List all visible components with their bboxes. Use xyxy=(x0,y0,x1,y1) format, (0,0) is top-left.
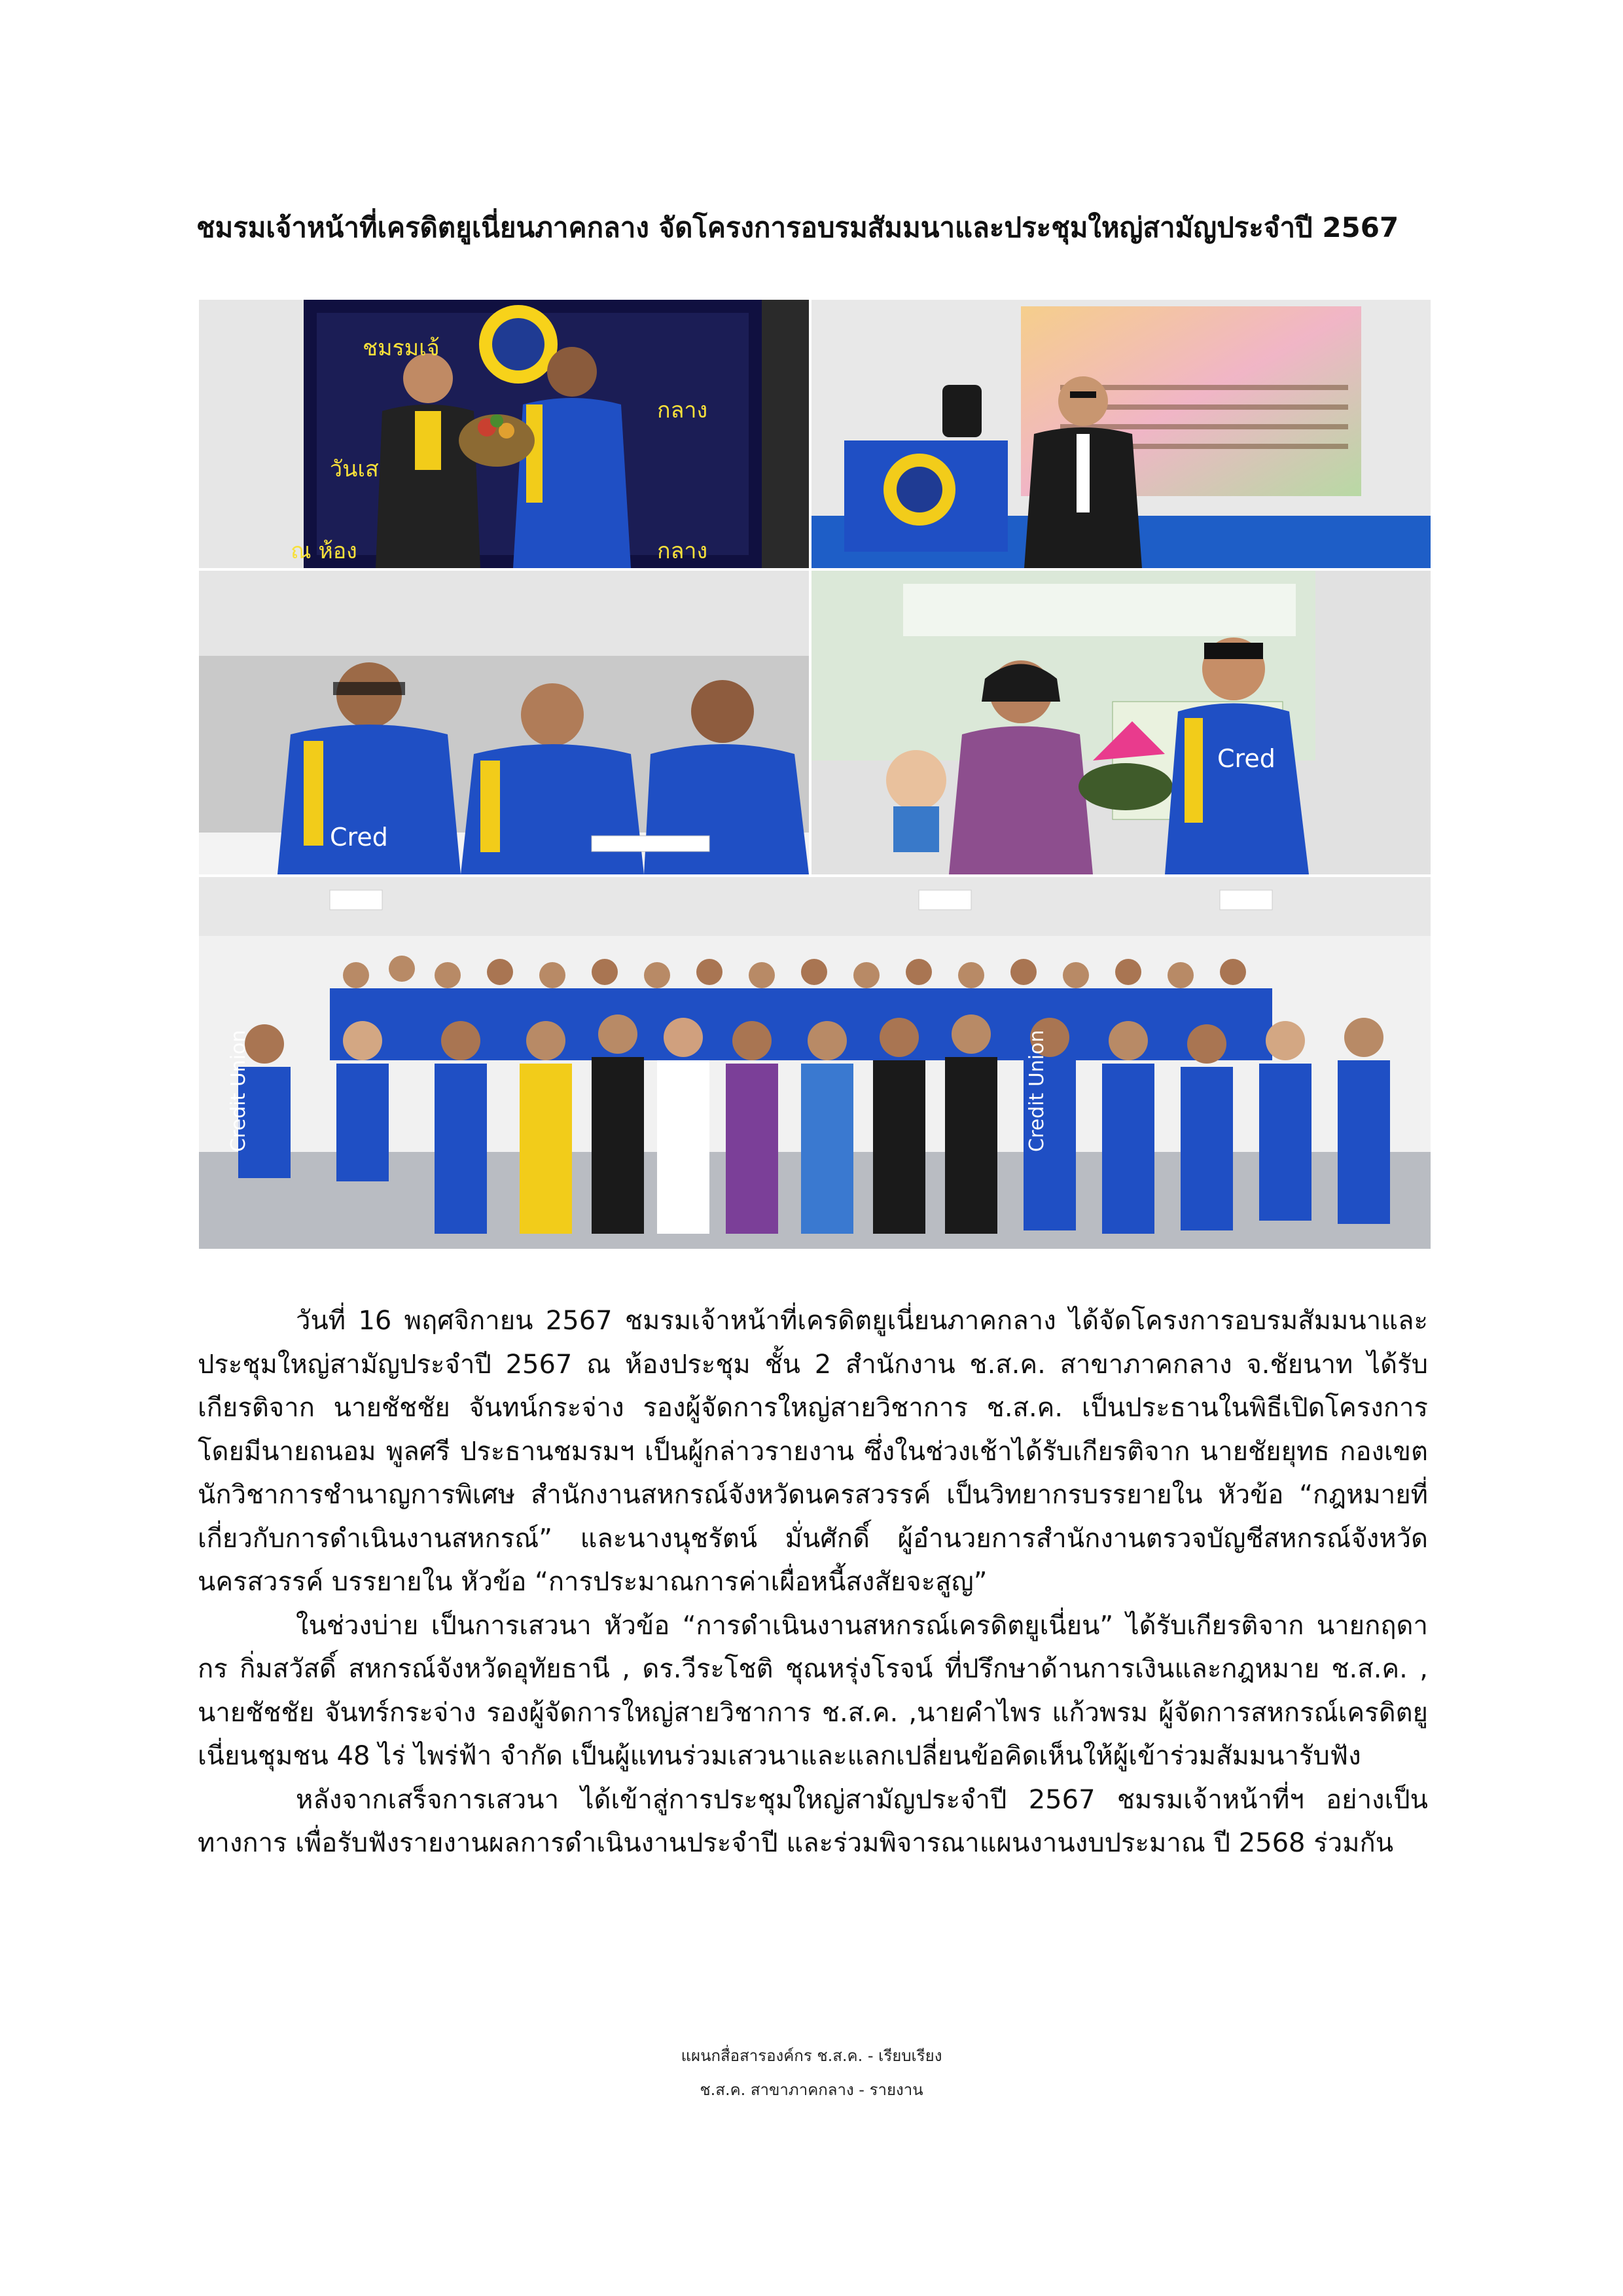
paragraph-2: ในช่วงบ่าย เป็นการเสวนา หัวข้อ “การดำเนินงานสหกรณ์เครดิตยูเนี่ยน” ได้รับเกียรติจาก นายกฤดากร กิ่มสวัสดิ์ สหกรณ์จังหวัดอุทัยธานี , ดร.วีระโชติ ชุณหรุ่งโรจน์ ที่ปรึกษาด้านการเงินและกฎหมาย ช.ส.ค. , นายชัชชัย จันทร์กระจ่าง รองผู้จัดการใหญ่สายวิชาการ ช.ส.ค. ,นายคำไพร แก้วพรม ผู้จัดการสหกรณ์เครดิตยูเนี่ยนชุมชน 48 ไร่ ไพร่ฟ้า จำกัด เป็นผู้แทนร่วมเสวนาและแลกเปลี่ยนข้อคิดเห็นให้ผู้เข้าร่วมสัมมนารับฟัง xyxy=(198,1610,1428,1771)
photo-group xyxy=(199,877,1431,1249)
page-title: ชมรมเจ้าหน้าที่เครดิตยูเนี่ยนภาคกลาง จัดโครงการอบรมสัมมนาและประชุมใหญ่สามัญประจำปี 2567 xyxy=(196,211,1399,243)
photo-shirt-text-3: Credit Union xyxy=(227,1030,250,1152)
photo-gift-presentation xyxy=(199,300,809,568)
paragraph-1: วันที่ 16 พฤศจิกายน 2567 ชมรมเจ้าหน้าที่เครดิตยูเนี่ยนภาคกลาง ได้จัดโครงการอบรมสัมมนาและประชุมใหญ่สามัญประจำปี 2567 ณ ห้องประชุม ชั้น 2 สำนักงาน ช.ส.ค. สาขาภาคกลาง จ.ชัยนาท ได้รับเกียรติจาก นายชัชชัย จันทน์กระจ่าง รองผู้จัดการใหญ่สายวิชาการ ช.ส.ค. เป็นประธานในพิธีเปิดโครงการ โดยมีนายถนอม พูลศรี ประธานชมรมฯ เป็นผู้กล่าวรายงาน ซึ่งในช่วงเช้าได้รับเกียรติจาก นายชัยยุทธ กองเขต นักวิชาการชำนาญการพิเศษ สำนักงานสหกรณ์จังหวัดนครสวรรค์ เป็นวิทยากรบรรยายใน หัวข้อ “กฎหมายที่เกี่ยวกับการดำเนินงานสหกรณ์” และนางนุชรัตน์ มั่นศักดิ์ ผู้อำนวยการสำนักงานตรวจบัญชีสหกรณ์จังหวัดนครสวรรค์ บรรยายใน หัวข้อ “การประมาณการค่าเผื่อหนี้สงสัยจะสูญ” xyxy=(198,1306,1428,1597)
paragraph-3: หลังจากเสร็จการเสวนา ได้เข้าสู่การประชุมใหญ่สามัญประจำปี 2567 ชมรมเจ้าหน้าที่ฯ อย่างเป็นทางการ เพื่อรับฟังรายงานผลการดำเนินงานประจำปี และร่วมพิจารณาแผนงานงบประมาณ ปี 2568 ร่วมกัน xyxy=(198,1784,1428,1858)
photo-lecturer xyxy=(812,300,1431,568)
article-body xyxy=(198,1299,1428,1865)
photo-banner-text-3: วันเส xyxy=(330,456,379,482)
photo-shirt-text-2: Cred xyxy=(1217,744,1275,773)
photo-collage xyxy=(199,300,1431,1249)
photo-shirt-text-4: Credit Union xyxy=(1026,1030,1048,1152)
footer-credit-2: ช.ส.ค. สาขาภาคกลาง - รายงาน xyxy=(700,2081,923,2099)
photo-banner-text-1: ชมรมเจ้ xyxy=(363,335,440,361)
photo-signing xyxy=(199,571,809,874)
photo-banner-text-2: กลาง xyxy=(657,397,708,423)
photo-banner-text-5: กลาง xyxy=(657,538,708,564)
photo-presentation xyxy=(812,571,1431,874)
photo-shirt-text-1: Cred xyxy=(330,823,388,852)
footer-credit-1: แผนกสื่อสารองค์กร ช.ส.ค. - เรียบเรียง xyxy=(681,2047,942,2065)
photo-banner-text-4: ณ ห้อง xyxy=(291,538,357,564)
